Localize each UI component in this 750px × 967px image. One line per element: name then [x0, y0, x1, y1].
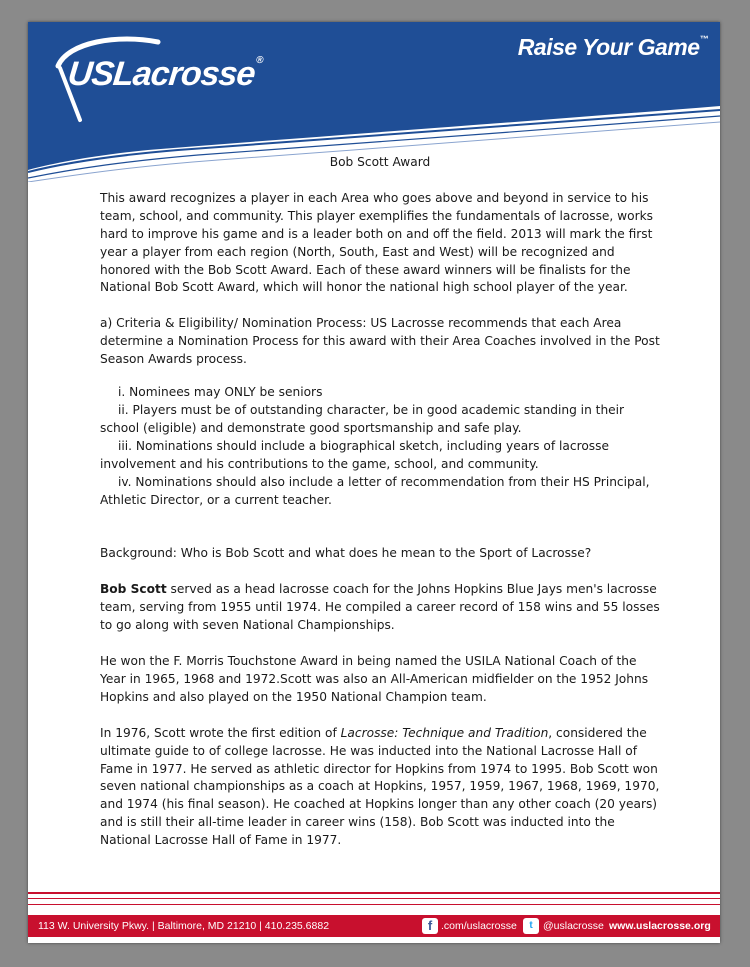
uslacrosse-logo [66, 55, 263, 94]
logo-us: US [66, 55, 116, 93]
twitter-icon[interactable]: t [523, 918, 539, 934]
document-title: Bob Scott Award [329, 155, 431, 169]
book-title: Lacrosse: Technique and Tradition [340, 725, 549, 740]
footer-address: 113 W. University Pkwy. | Baltimore, MD 21210 | 410.235.6882 [38, 920, 330, 932]
footer-rule-2 [28, 898, 720, 899]
tagline-trademark: ™ [699, 34, 708, 44]
document-page [28, 22, 720, 943]
bio-p3-text-b: , considered the ultimate guide to of college lacrosse. He was inducted into the National Lacrosse Hall of Fame in 1977. He served as athletic director for Hopkins from 1974 to 1995. Bob Scott won seven national championships as a coach at Hopkins, 1957, 1959, 1967, 1968, 1969, 1970, and 1974 (his final season). He coached at Hopkins longer than any other coach (20 years) and is still their all-time leader in career wins (158). Bob Scott was inducted into the National Lacrosse Hall of Fame in 1977. [100, 725, 660, 848]
facebook-icon[interactable]: f [422, 918, 438, 934]
document-body [100, 154, 660, 850]
bio-paragraph-1 [100, 581, 660, 635]
criteria-item-1: i. Nominees may ONLY be seniors [118, 385, 323, 400]
footer-bar [28, 915, 720, 937]
bio-name: Bob Scott [100, 582, 167, 597]
twitter-link[interactable]: @uslacrosse [543, 920, 604, 932]
intro-paragraph: This award recognizes a player in each Area who goes above and beyond in service to his team, school, and community. This player exemplifies the fundamentals of lacrosse, works hard to improve his game and is a leader both on and off the field. 2013 will mark the first year a player from each region (North, South, East and West) will be recognized and honored with the Bob Scott Award. Each of these award winners will be finalists for the National Bob Scott Award, which will honor the national high school player of the year. [100, 190, 654, 295]
footer-rule-1 [28, 892, 720, 894]
criteria-item-4: iv. Nominations should also include a letter of recommendation from their HS Principal, Athletic Director, or a current teacher. [100, 474, 650, 507]
tagline-text: Raise Your Game [517, 34, 700, 60]
bio-paragraph-2: He won the F. Morris Touchstone Award in being named the USILA National Coach of the Year in 1965, 1968 and 1972.Scott was also an All-American midfielder on the 1952 Johns Hopkins and also played on the 1950 National Champion team. [100, 654, 649, 704]
footer-rule-3 [28, 904, 720, 905]
logo-lacrosse: Lacrosse [111, 55, 257, 93]
criteria-paragraph: a) Criteria & Eligibility/ Nomination Process: US Lacrosse recommends that each Area determine a Nomination Process for this award with their Area Coaches involved in the Post Season Awards process. [100, 316, 660, 367]
facebook-link[interactable]: .com/uslacrosse [441, 920, 517, 932]
logo-registered: ® [255, 55, 263, 66]
criteria-item-3: iii. Nominations should include a biographical sketch, including years of lacrosse involvement and his contributions to the game, school, and community. [100, 438, 609, 471]
background-heading: Background: Who is Bob Scott and what does he mean to the Sport of Lacrosse? [100, 546, 592, 561]
tagline [518, 34, 708, 61]
website-link[interactable]: www.uslacrosse.org [609, 920, 711, 932]
bio-p3-text-a: In 1976, Scott wrote the first edition of [100, 725, 341, 740]
criteria-item-2: ii. Players must be of outstanding character, be in good academic standing in their school (eligible) and demonstrate good sportsmanship and safe play. [100, 402, 625, 435]
bio-paragraph-3 [100, 725, 660, 850]
bio-p1-text: served as a head lacrosse coach for the Johns Hopkins Blue Jays men's lacrosse team, serving from 1955 until 1974. He compiled a career record of 158 wins and 55 losses to go along with seven National Championships. [100, 582, 660, 633]
